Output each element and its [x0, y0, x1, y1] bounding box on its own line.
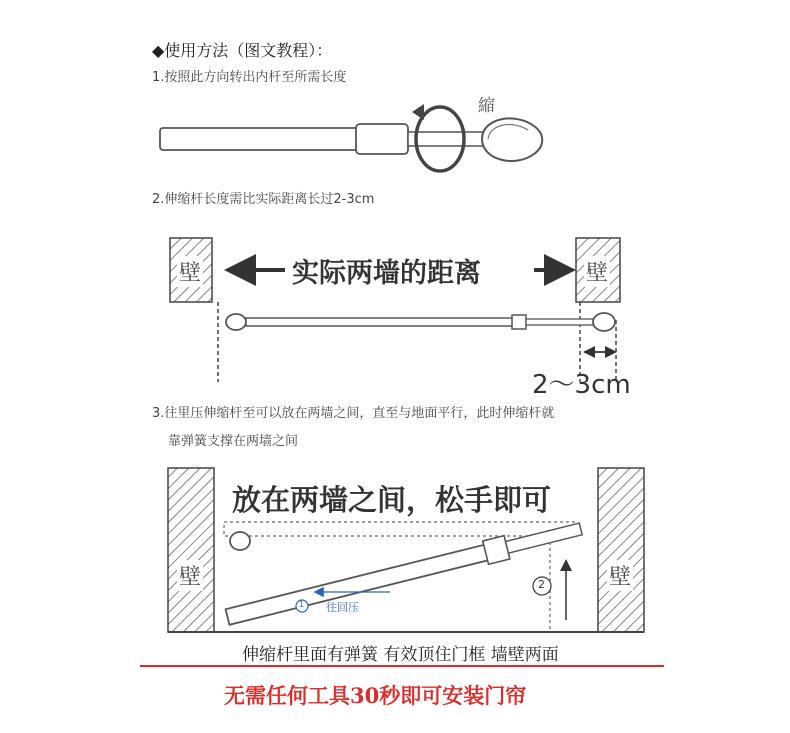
shrink-label: 縮 [478, 96, 495, 116]
rod-joint [356, 124, 408, 154]
instructions-title: ◆使用方法（图文教程）： [152, 41, 333, 60]
place-label: 放在两墙之间，松手即可 [232, 483, 552, 517]
press-label: 往回压 [326, 601, 359, 614]
step2-text: 2.伸缩杆长度需比实际距离长过2-3cm [152, 192, 375, 207]
promo-text: 无需任何工具30秒即可安装门帘 [224, 683, 527, 708]
spring-note: 伸缩杆里面有弹簧 有效顶住门框 墙壁两面 [242, 645, 559, 665]
step3-text-line2: 靠弹簧支撑在两墙之间 [168, 434, 299, 449]
gap-label: 2～3cm [532, 370, 631, 400]
press-step-number: 1 [299, 600, 305, 609]
step3-text-line1: 3.往里压伸缩杆至可以放在两墙之间，直至与地面平行，此时伸缩杆就 [152, 406, 555, 421]
distance-label: 实际两墙的距离 [292, 258, 481, 289]
wall-label-right-3: 壁 [607, 560, 633, 591]
lift-step-number: 2 [538, 578, 545, 591]
inner-tube [408, 132, 488, 146]
wall-label-left: 壁 [177, 256, 203, 287]
left-wall-3 [168, 468, 214, 632]
right-wall-3 [598, 468, 644, 632]
wall-label-left-3: 壁 [177, 560, 203, 591]
step1-text: 1.按照此方向转出内杆至所需长度 [152, 70, 347, 85]
outer-tube [160, 128, 360, 150]
wall-label-right: 壁 [584, 256, 610, 287]
